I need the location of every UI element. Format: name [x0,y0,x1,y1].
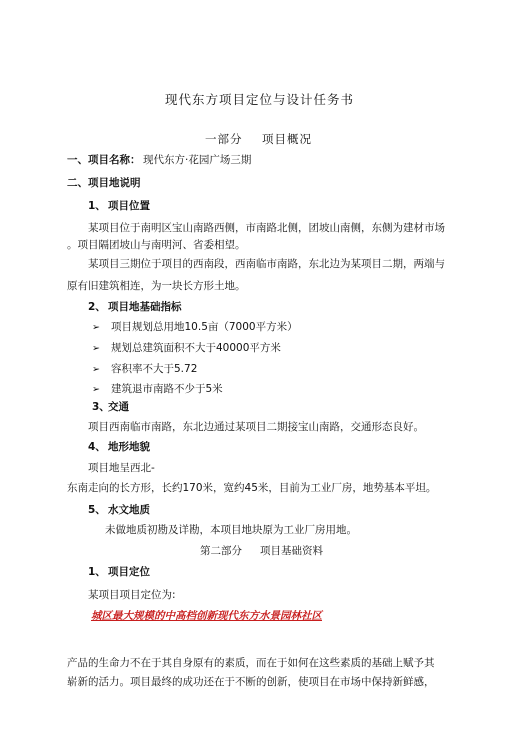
sub2-number: 2、 [88,301,106,313]
location-line2: 。项目隔团坡山与南明河、省委相望。 [67,239,246,251]
location-line1: 某项目位于南明区宝山南路西侧，市南路北侧，团坡山南侧，东侧为建材市场 [88,222,445,234]
closing-line2: 崭新的活力。项目最终的成功还在于不断的创新，使项目在市场中保持新鲜感， [67,676,435,688]
part2-name: 项目基础资料 [260,545,323,557]
location-line3: 某项目三期位于项目的西南段，西南临市南路，东北边为某项目二期，两端与 [88,258,445,270]
bullet-arrow-icon: ➢ [92,364,100,375]
indicator-item: 规划总建筑面积不大于40000平方米 [111,342,281,354]
section2-number: 二、 [67,177,88,189]
indicator-item: 建筑退市南路不少于5米 [111,383,223,395]
sub6-label: 项目定位 [108,566,150,578]
section2-label: 项目地说明 [88,177,141,189]
section1-number: 一、 [67,154,88,166]
terrain-line1: 项目地呈西北- [88,462,155,474]
indicator-item: 容积率不大于5.72 [111,363,198,375]
closing-line1: 产品的生命力不在于其自身原有的素质，而在于如何在这些素质的基础上赋予其 [67,657,435,669]
part1-name: 项目概况 [262,132,312,146]
sub3-number: 3、 [92,401,110,413]
document-title: 现代东方项目定位与设计任务书 [165,92,355,107]
terrain-line2: 东南走向的长方形，长约170米，宽约45米，目前为工业厂房，地势基本平坦。 [67,482,437,494]
sub6-number: 1、 [88,566,106,578]
location-line4: 原有旧建筑相连，为一块长方形土地。 [67,280,246,292]
section1-label: 项目名称： [88,154,141,166]
indicator-item: 项目规划总用地10.5亩（7000平方米） [111,321,298,333]
sub3-label: 交通 [108,401,129,413]
sub2-label: 项目地基础指标 [108,301,182,313]
positioning-intro: 某项目项目定位为: [88,589,176,601]
sub1-number: 1、 [88,200,106,212]
positioning-highlight: 城区最大规模的中高档创新现代东方水景园林社区 [91,610,322,622]
bullet-arrow-icon: ➢ [92,322,100,333]
part1-label: 一部分 [205,132,243,146]
traffic-text: 项目西南临市南路，东北边通过某项目二期接宝山南路，交通形态良好。 [88,421,424,433]
bullet-arrow-icon: ➢ [92,384,100,395]
hydrology-text: 未做地质初勘及详勘，本项目地块原为工业厂房用地。 [105,524,357,536]
bullet-arrow-icon: ➢ [92,343,100,354]
sub5-number: 5、 [88,504,106,516]
project-name-value: 现代东方·花园广场三期 [143,154,252,166]
sub1-label: 项目位置 [108,200,150,212]
sub5-label: 水文地质 [108,504,150,516]
sub4-number: 4、 [88,441,106,453]
part2-label: 第二部分 [200,545,242,557]
sub4-label: 地形地貌 [108,441,150,453]
